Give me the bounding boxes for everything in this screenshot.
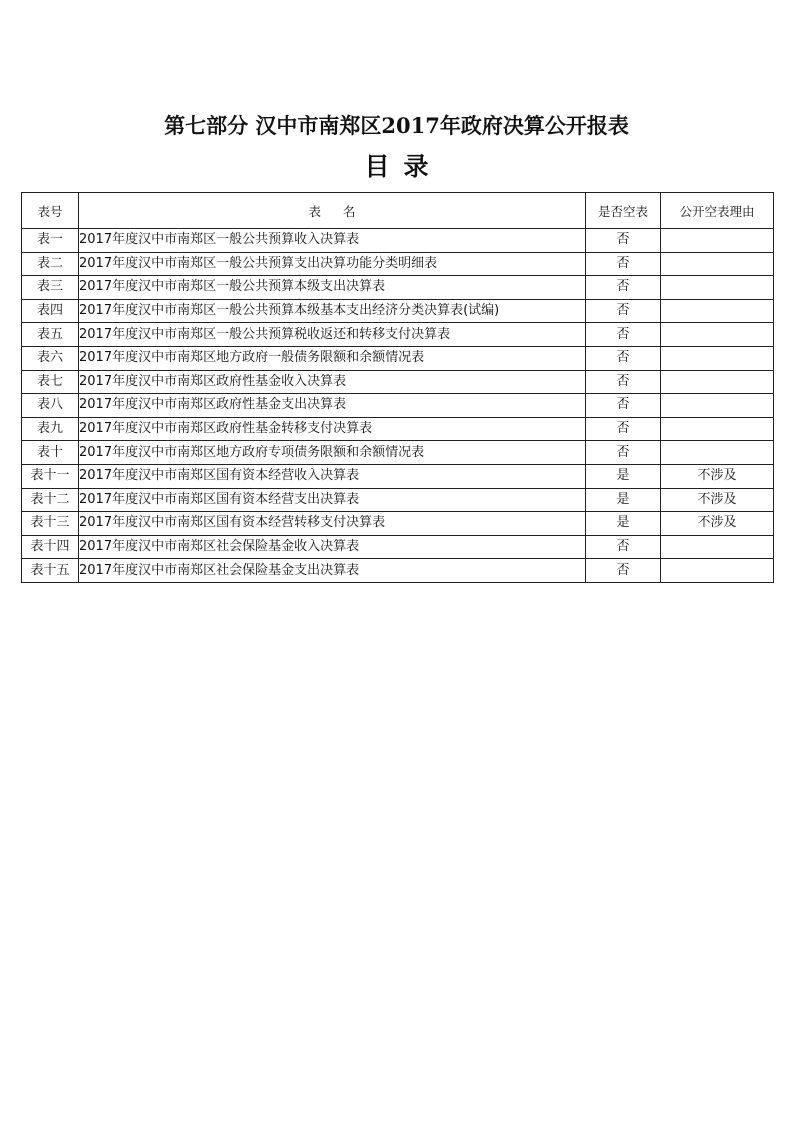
- row-is-empty: 是: [586, 488, 661, 512]
- table-row: [22, 417, 774, 441]
- row-name: 2017年度汉中市南郑区一般公共预算支出决算功能分类明细表: [79, 252, 586, 276]
- row-number: 表十五: [22, 559, 79, 583]
- row-number: 表十: [22, 441, 79, 465]
- table-row: [22, 464, 774, 488]
- table-row: [22, 488, 774, 512]
- row-reason: [661, 252, 774, 276]
- table-row: [22, 441, 774, 465]
- table-row: [22, 512, 774, 536]
- header-name: [79, 193, 586, 229]
- row-name: 2017年度汉中市南郑区政府性基金收入决算表: [79, 370, 586, 394]
- row-number: 表九: [22, 417, 79, 441]
- table-row: [22, 323, 774, 347]
- row-reason: [661, 229, 774, 253]
- row-name: 2017年度汉中市南郑区一般公共预算收入决算表: [79, 229, 586, 253]
- row-is-empty: 否: [586, 229, 661, 253]
- row-reason: [661, 559, 774, 583]
- row-reason: 不涉及: [661, 512, 774, 536]
- row-number: 表八: [22, 394, 79, 418]
- row-is-empty: 否: [586, 417, 661, 441]
- row-is-empty: 是: [586, 464, 661, 488]
- row-number: 表二: [22, 252, 79, 276]
- table-row: [22, 535, 774, 559]
- row-reason: [661, 535, 774, 559]
- row-name: 2017年度汉中市南郑区国有资本经营支出决算表: [79, 488, 586, 512]
- row-number: 表四: [22, 299, 79, 323]
- row-is-empty: 否: [586, 299, 661, 323]
- row-name: 2017年度汉中市南郑区一般公共预算税收返还和转移支付决算表: [79, 323, 586, 347]
- row-is-empty: 是: [586, 512, 661, 536]
- row-number: 表七: [22, 370, 79, 394]
- header-number: 表号: [22, 193, 79, 229]
- row-name: 2017年度汉中市南郑区国有资本经营收入决算表: [79, 464, 586, 488]
- header-name-label: 表名: [308, 203, 378, 219]
- row-number: 表十三: [22, 512, 79, 536]
- row-reason: [661, 346, 774, 370]
- row-name: 2017年度汉中市南郑区地方政府专项债务限额和余额情况表: [79, 441, 586, 465]
- row-number: 表十二: [22, 488, 79, 512]
- row-name: 2017年度汉中市南郑区社会保险基金支出决算表: [79, 559, 586, 583]
- row-is-empty: 否: [586, 441, 661, 465]
- row-is-empty: 否: [586, 559, 661, 583]
- row-is-empty: 否: [586, 323, 661, 347]
- table-row: [22, 252, 774, 276]
- row-is-empty: 否: [586, 370, 661, 394]
- row-name: 2017年度汉中市南郑区政府性基金转移支付决算表: [79, 417, 586, 441]
- row-reason: [661, 394, 774, 418]
- row-is-empty: 否: [586, 252, 661, 276]
- row-name: 2017年度汉中市南郑区一般公共预算本级支出决算表: [79, 276, 586, 300]
- row-name: 2017年度汉中市南郑区地方政府一般债务限额和余额情况表: [79, 346, 586, 370]
- page-subtitle: 目录: [364, 152, 443, 181]
- row-reason: [661, 417, 774, 441]
- row-reason: [661, 299, 774, 323]
- table-row: [22, 346, 774, 370]
- row-number: 表十一: [22, 464, 79, 488]
- row-is-empty: 否: [586, 276, 661, 300]
- row-reason: 不涉及: [661, 488, 774, 512]
- header-reason: 公开空表理由: [661, 193, 774, 229]
- table-row: [22, 559, 774, 583]
- row-name: 2017年度汉中市南郑区社会保险基金收入决算表: [79, 535, 586, 559]
- page-title: 第七部分 汉中市南郑区2017年政府决算公开报表: [164, 113, 629, 138]
- row-name: 2017年度汉中市南郑区政府性基金支出决算表: [79, 394, 586, 418]
- row-reason: [661, 323, 774, 347]
- contents-table: [21, 192, 774, 583]
- row-name: 2017年度汉中市南郑区国有资本经营转移支付决算表: [79, 512, 586, 536]
- row-number: 表五: [22, 323, 79, 347]
- row-number: 表一: [22, 229, 79, 253]
- row-reason: [661, 370, 774, 394]
- table-row: [22, 299, 774, 323]
- header-is-empty: 是否空表: [586, 193, 661, 229]
- row-number: 表十四: [22, 535, 79, 559]
- table-row: [22, 229, 774, 253]
- row-is-empty: 否: [586, 346, 661, 370]
- row-is-empty: 否: [586, 535, 661, 559]
- table-header-row: [22, 193, 774, 229]
- row-number: 表三: [22, 276, 79, 300]
- row-number: 表六: [22, 346, 79, 370]
- table-row: [22, 276, 774, 300]
- row-name: 2017年度汉中市南郑区一般公共预算本级基本支出经济分类决算表(试编): [79, 299, 586, 323]
- row-reason: 不涉及: [661, 464, 774, 488]
- table-row: [22, 394, 774, 418]
- row-reason: [661, 441, 774, 465]
- row-is-empty: 否: [586, 394, 661, 418]
- row-reason: [661, 276, 774, 300]
- table-row: [22, 370, 774, 394]
